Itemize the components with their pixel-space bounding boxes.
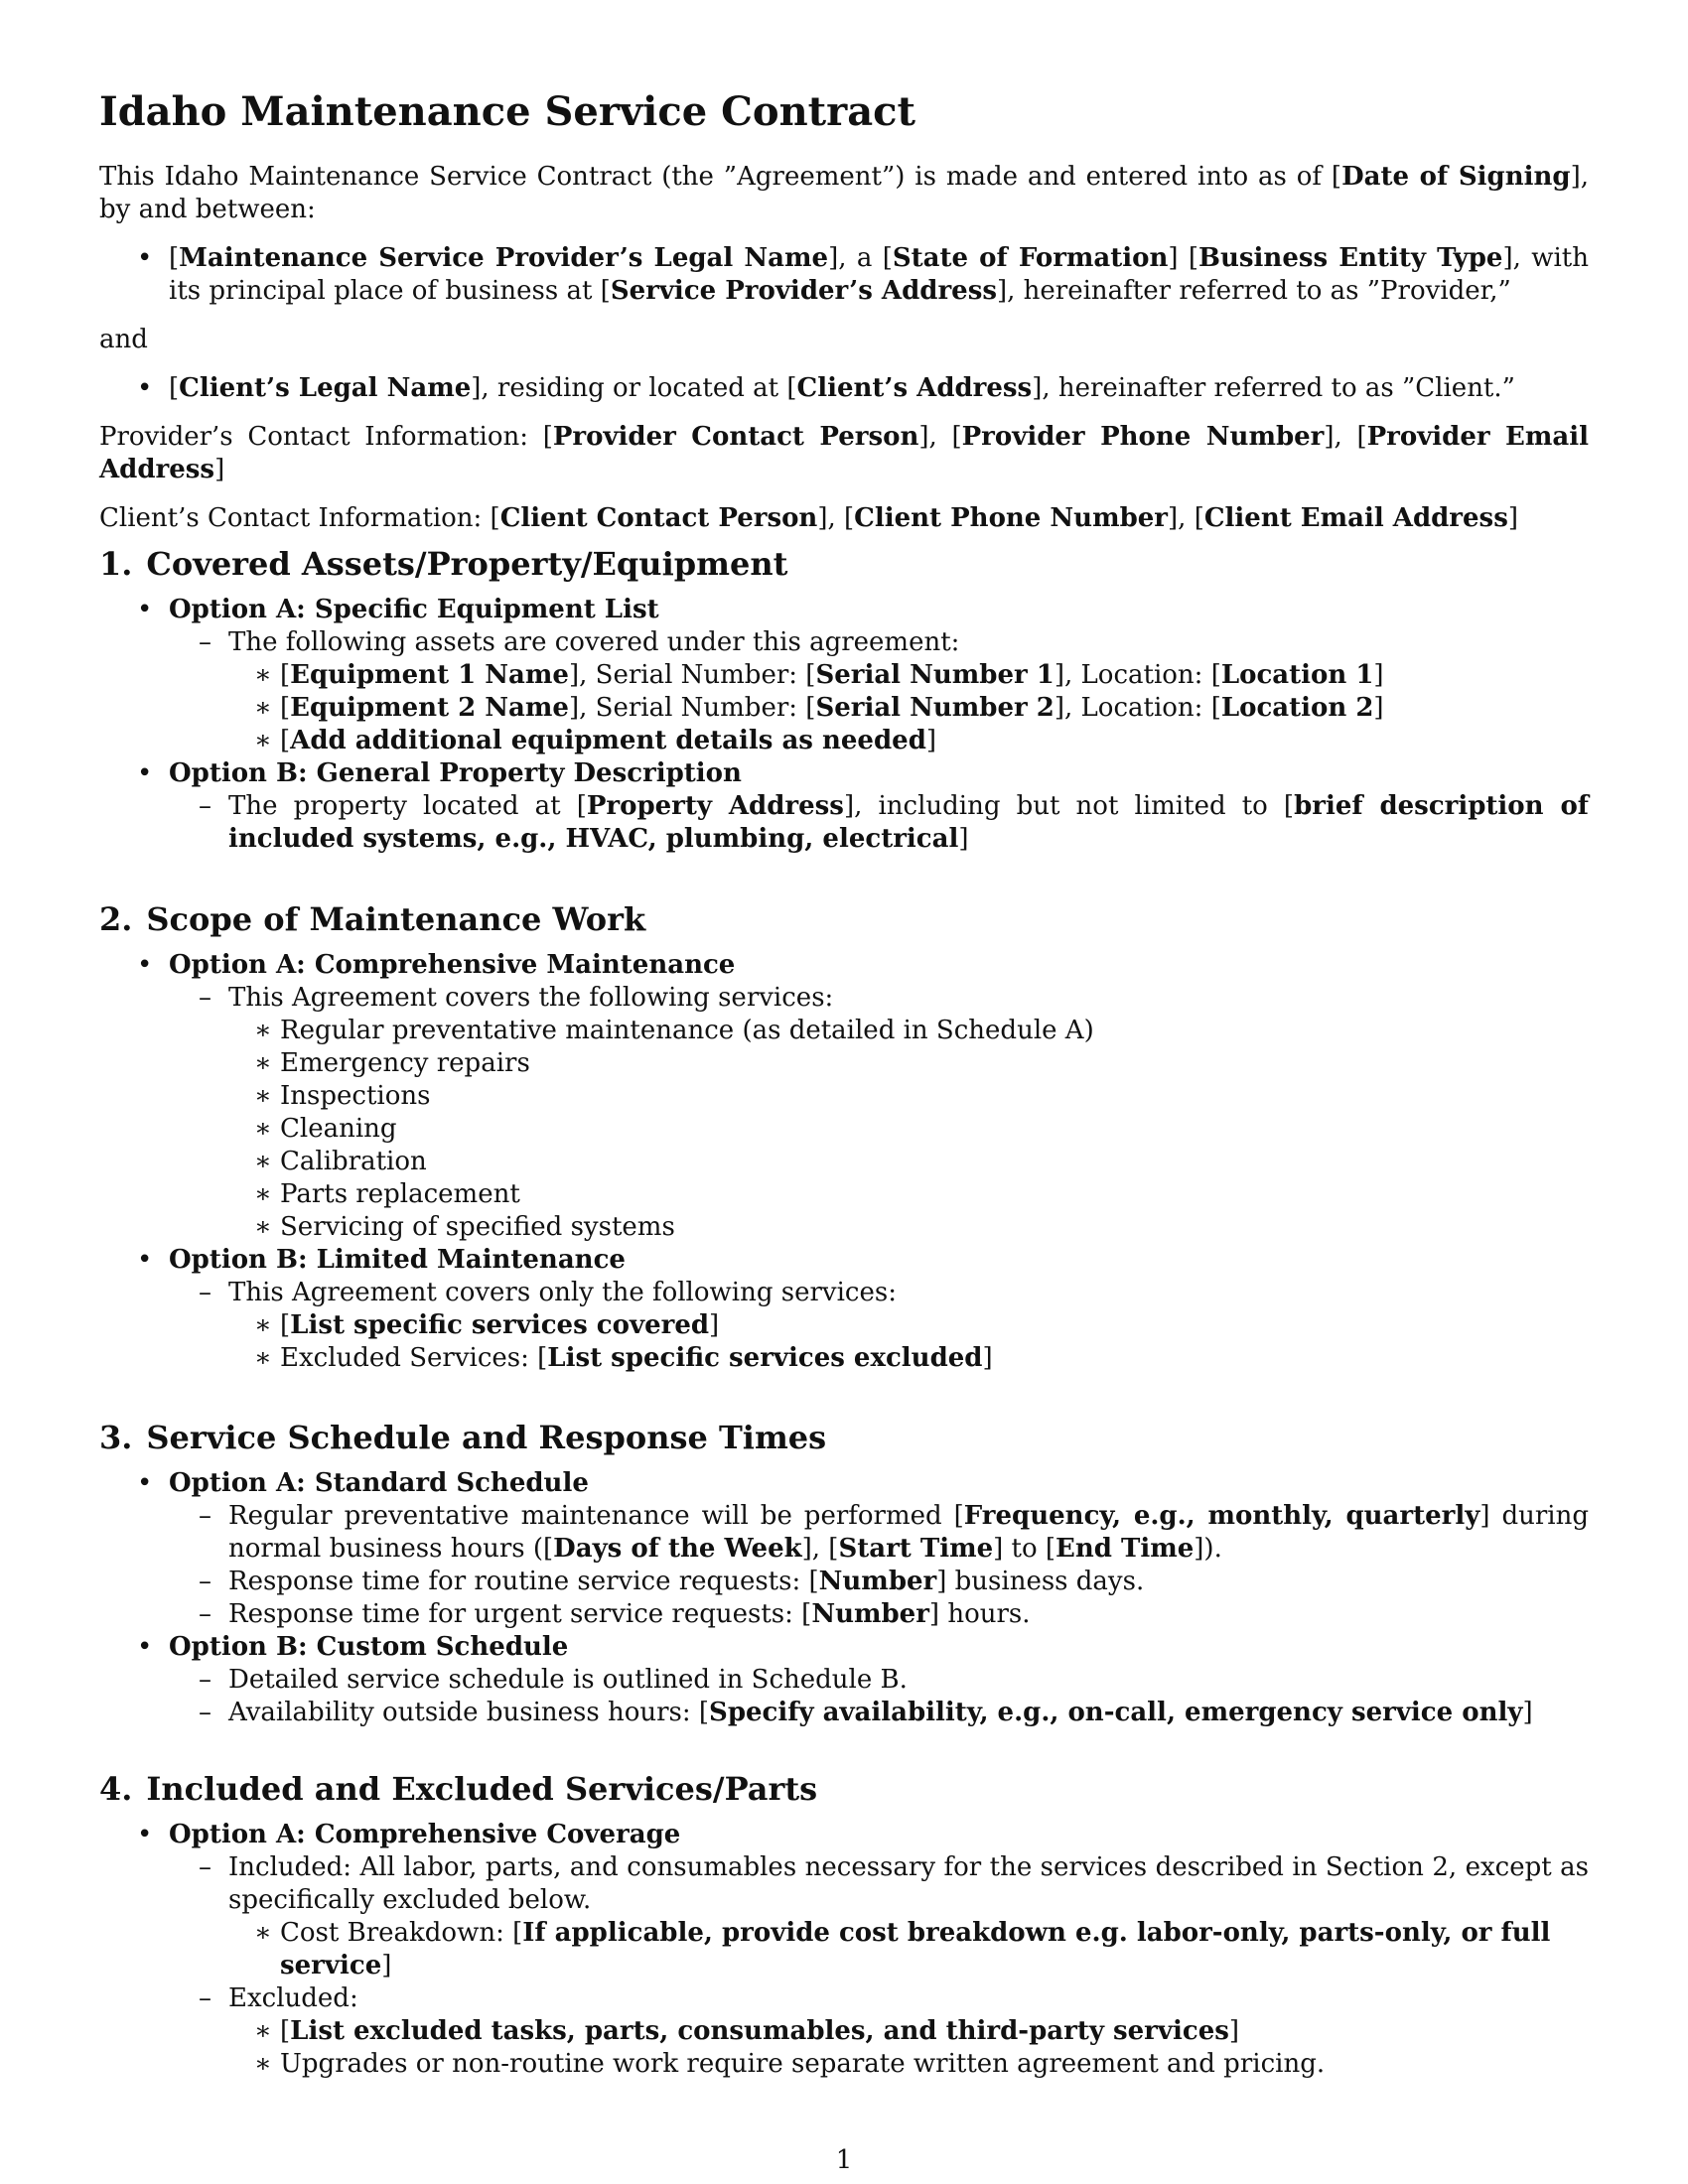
party-list-client xyxy=(99,372,1589,405)
option-a-lead: – This Agreement covers the following services: ∗ Regular preventative maintenance (as detailed in Schedule A) ∗ Emergency repairs ∗ Inspections ∗ Cleaning ∗ Calibration ∗ Parts replacement ∗ Servicing of specified systems xyxy=(169,982,1589,1244)
service-item: ∗ Calibration xyxy=(228,1146,1589,1178)
intro-paragraph: This Idaho Maintenance Service Contract (the ”Agreement”) is made and entered into as of [Date of Signing], by and between: xyxy=(99,162,1589,224)
provider-contact: Provider’s Contact Information: [Provider Contact Person], [Provider Phone Number], [Provider Email Address] xyxy=(99,422,1589,484)
service-item: ∗ Emergency repairs xyxy=(228,1047,1589,1080)
section-1 xyxy=(99,544,1589,856)
section-heading: 3. Service Schedule and Response Times xyxy=(99,1419,827,1456)
section-2 xyxy=(99,899,1589,1375)
section-heading: 1. Covered Assets/Property/Equipment xyxy=(99,545,788,583)
option-a-lead: – The following assets are covered under this agreement: ∗ [Equipment 1 Name], Serial Number: [Serial Number 1], Location: [Location 1] ∗ [Equipment 2 Name], Serial Number: [Serial Number 2], Location: [Location 2] ∗ [Add additional equipment details as needed] xyxy=(169,626,1589,757)
party-provider: • [Maintenance Service Provider’s Legal Name], a [State of Formation] [Business Entity Type], with its principal place of business at [Service Provider’s Address], hereinafter referred to as ”Provider,” xyxy=(99,242,1589,308)
section-heading: 4. Included and Excluded Services/Parts xyxy=(99,1770,818,1808)
service-item: ∗ Parts replacement xyxy=(228,1178,1589,1211)
option-a: • Option A: Specific Equipment List – The following assets are covered under this agreement: ∗ [Equipment 1 Name], Serial Number: [Serial Number 1], Location: [Location 1] ∗ [Equipment 2 Name], Serial Number: [Serial Number 2], Location: [Location 2] ∗ [Add additional equipment details as needed] xyxy=(99,594,1589,757)
excluded-entry: ∗ Upgrades or non-routine work require separate written agreement and pricing. xyxy=(228,2048,1589,2081)
schedule-item: – Availability outside business hours: [Specify availability, e.g., on-call, emergency service only] xyxy=(169,1697,1589,1729)
intro-section xyxy=(99,161,1589,535)
schedule-item: – Response time for routine service requests: [Number] business days. xyxy=(169,1566,1589,1598)
excluded-item: – Excluded: ∗ [List excluded tasks, parts, consumables, and third-party services] ∗ Upgrades or non-routine work require separate written agreement and pricing. xyxy=(169,1982,1589,2081)
schedule-item: – Response time for urgent service requests: [Number] hours. xyxy=(169,1598,1589,1631)
option-b: • Option B: Custom Schedule – Detailed service schedule is outlined in Schedule B. – Availability outside business hours: [Specify availability, e.g., on-call, emergency service only] xyxy=(99,1631,1589,1729)
option-a: • Option A: Comprehensive Maintenance – This Agreement covers the following services: ∗ Regular preventative maintenance (as detailed in Schedule A) ∗ Emergency repairs ∗ Inspections ∗ Cleaning ∗ Calibration ∗ Parts replacement ∗ Servicing of specified systems xyxy=(99,949,1589,1244)
option-b: • Option B: General Property Description – The property located at [Property Address], including but not limited to [brief description of included systems, e.g., HVAC, plumbing, electrical] xyxy=(99,757,1589,856)
service-item: ∗ Servicing of specified systems xyxy=(228,1211,1589,1244)
schedule-item: – Detailed service schedule is outlined in Schedule B. xyxy=(169,1664,1589,1697)
included-item: – Included: All labor, parts, and consumables necessary for the services described in Section 2, except as specifically excluded below. ∗ Cost Breakdown: [If applicable, provide cost breakdown e.g. labor-only, parts-only, or full service] xyxy=(169,1851,1589,1982)
equipment-item: ∗ [Equipment 2 Name], Serial Number: [Serial Number 2], Location: [Location 2] xyxy=(228,692,1589,725)
excluded-entry: ∗ [List excluded tasks, parts, consumables, and third-party services] xyxy=(228,2015,1589,2048)
option-b: • Option B: Limited Maintenance – This Agreement covers only the following services: ∗ [List specific services covered] ∗ Excluded Services: [List specific services excluded] xyxy=(99,1244,1589,1375)
service-item: ∗ [List specific services covered] xyxy=(228,1309,1589,1342)
schedule-item: – Regular preventative maintenance will be performed [Frequency, e.g., monthly, quarterly] during normal business hours ([Days of the Week], [Start Time] to [End Time]). xyxy=(169,1500,1589,1566)
option-b-lead: – This Agreement covers only the following services: ∗ [List specific services covered] ∗ Excluded Services: [List specific services excluded] xyxy=(169,1277,1589,1375)
page-number: 1 xyxy=(835,2145,853,2175)
option-a: • Option A: Comprehensive Coverage – Included: All labor, parts, and consumables necessary for the services described in Section 2, except as specifically excluded below. ∗ Cost Breakdown: [If applicable, provide cost breakdown e.g. labor-only, parts-only, or full service] – Excluded: ∗ [List excluded tasks, parts, consumables, and third-party services] ∗ Upgrades or non-routine work require separate written agreement and pricing. xyxy=(99,1819,1589,2081)
section-heading: 2. Scope of Maintenance Work xyxy=(99,900,646,938)
option-a: • Option A: Standard Schedule – Regular preventative maintenance will be performed [Frequency, e.g., monthly, quarterly] during normal business hours ([Days of the Week], [Start Time] to [End Time]). – Response time for routine service requests: [Number] business days. – Response time for urgent service requests: [Number] hours. xyxy=(99,1467,1589,1631)
client-contact: Client’s Contact Information: [Client Contact Person], [Client Phone Number], [Client Email Address] xyxy=(99,503,1518,533)
option-b-text: – The property located at [Property Address], including but not limited to [brief description of included systems, e.g., HVAC, plumbing, electrical] xyxy=(169,790,1589,856)
equipment-item: ∗ [Add additional equipment details as needed] xyxy=(228,725,1589,757)
service-item: ∗ Inspections xyxy=(228,1080,1589,1113)
party-client: • [Client’s Legal Name], residing or located at [Client’s Address], hereinafter referred to as ”Client.” xyxy=(99,372,1589,405)
placeholder-date: Date of Signing xyxy=(1341,162,1571,192)
document-title: Idaho Maintenance Service Contract xyxy=(99,88,915,135)
and-connector: and xyxy=(99,325,148,354)
service-item: ∗ Excluded Services: [List specific services excluded] xyxy=(228,1342,1589,1375)
equipment-item: ∗ [Equipment 1 Name], Serial Number: [Serial Number 1], Location: [Location 1] xyxy=(228,659,1589,692)
party-list xyxy=(99,242,1589,308)
service-item: ∗ Cleaning xyxy=(228,1113,1589,1146)
service-item: ∗ Regular preventative maintenance (as detailed in Schedule A) xyxy=(228,1015,1589,1047)
section-3 xyxy=(99,1418,1589,1729)
section-4 xyxy=(99,1769,1589,2081)
cost-breakdown: ∗ Cost Breakdown: [If applicable, provide cost breakdown e.g. labor-only, parts-only, or full service] xyxy=(228,1917,1589,1982)
